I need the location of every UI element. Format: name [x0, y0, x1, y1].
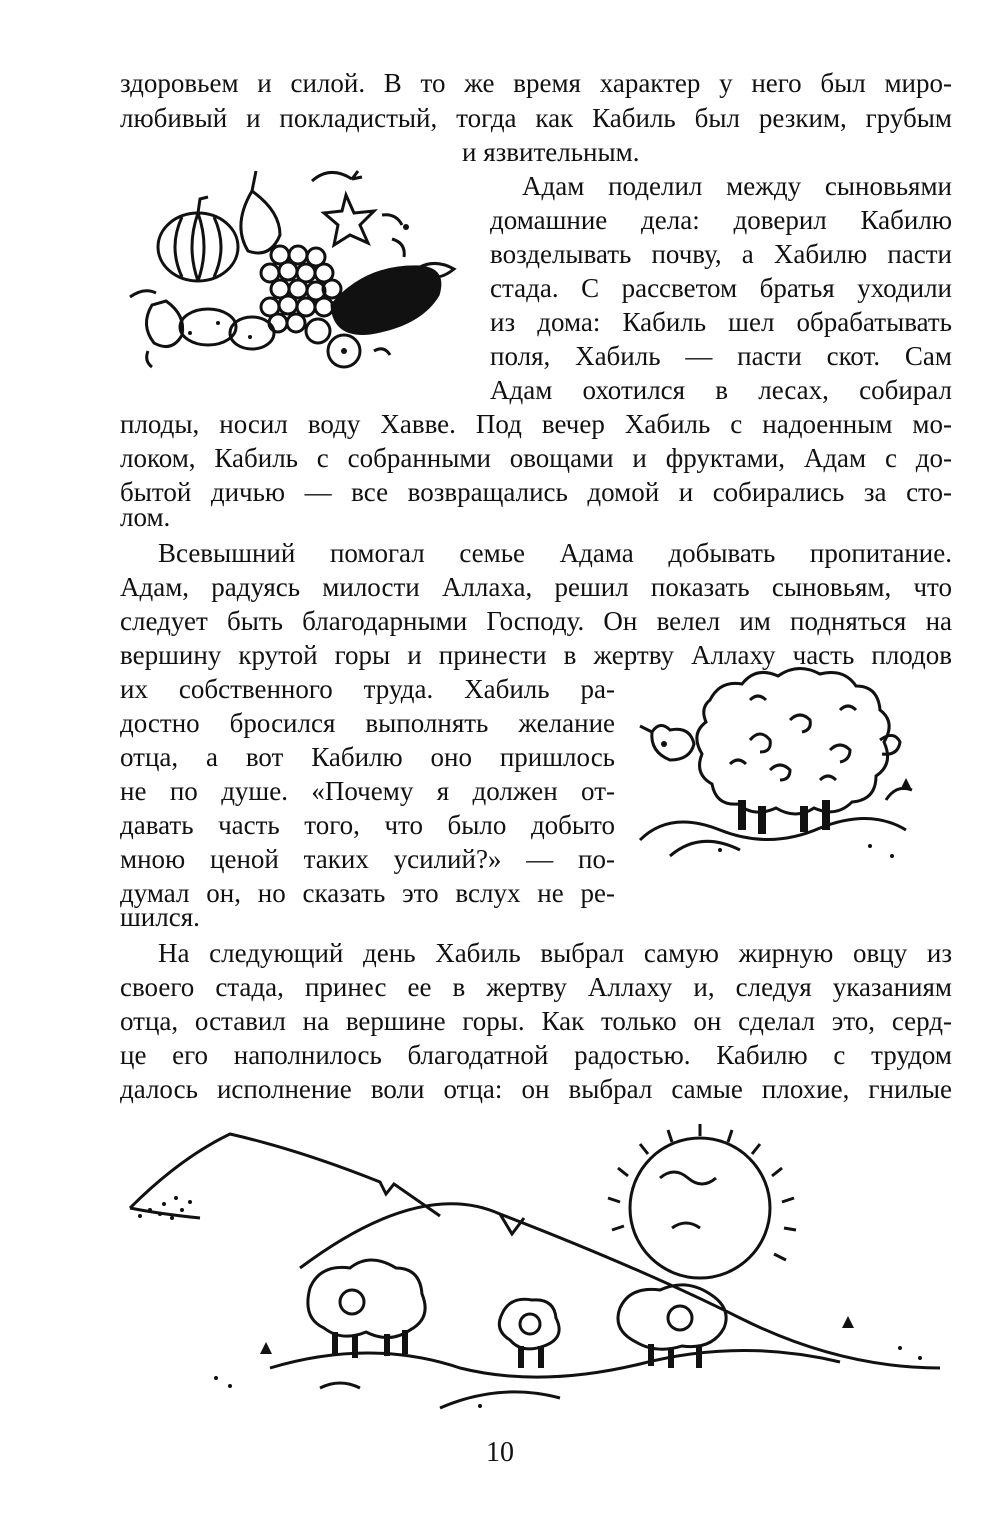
text-line: любивый и покладистый, тогда как Кабиль был резким, грубым — [120, 103, 952, 133]
text-line: возделывать почву, а Хабилю пасти — [490, 239, 952, 269]
text-line: Адам, радуясь милости Аллаха, решил показать сыновьям, что — [120, 572, 952, 602]
text-line: бытой дичью — все возвращались домой и собирались за сто- — [120, 477, 952, 507]
text-line: думал он, но сказать это вслух не ре- — [120, 878, 615, 908]
text-line: шился. — [120, 902, 200, 932]
page-number: 10 — [486, 1437, 514, 1468]
text-line: отца, оставил на вершине горы. Как только он сделал это, серд- — [120, 1006, 952, 1036]
text-line: достно бросился выполнять желание — [120, 708, 615, 738]
text-line: вершину крутой горы и принести в жертву Аллаху часть плодов — [120, 640, 952, 670]
text-line: своего стада, принес ее в жертву Аллаху и, следуя указаниям — [120, 972, 952, 1002]
sheep-illustration — [630, 660, 930, 870]
text-line: следует быть благодарными Господу. Он велел им подняться на — [120, 606, 952, 636]
text-line: стада. С рассветом братья уходили — [490, 273, 952, 303]
text-line: из дома: Кабиль шел обрабатывать — [490, 307, 952, 337]
text-line: мною ценой таких усилий?» — по- — [120, 844, 615, 874]
text-line: Адам охотился в лесах, собирал — [490, 375, 952, 405]
text-line: локом, Кабиль с собранными овощами и фруктами, Адам с до- — [120, 443, 952, 473]
text-line: плоды, носил воду Хавве. Под вечер Хабиль с надоенным мо- — [120, 409, 952, 439]
text-line: отца, а вот Кабилю оно пришлось — [120, 742, 615, 772]
text-line: далось исполнение воли отца: он выбрал самые плохие, гнилые — [120, 1074, 952, 1104]
text-line: лом. — [120, 502, 171, 532]
mountain-flock-illustration — [120, 1118, 960, 1418]
text-line: и язвительным. — [462, 137, 640, 167]
text-line: не по душе. «Почему я должен от- — [120, 776, 615, 806]
fruit-vegetable-illustration — [120, 155, 470, 380]
text-line: Всевышний помогал семье Адама добывать пропитание. — [158, 538, 952, 568]
text-line: здоровьем и силой. В то же время характер у него был миро- — [120, 68, 952, 98]
text-line: домашние дела: доверил Кабилю — [490, 205, 952, 235]
text-line: поля, Хабиль — пасти скот. Сам — [490, 341, 952, 371]
text-line: це его наполнилось благодатной радостью. Кабилю с трудом — [120, 1040, 952, 1070]
text-line: Адам поделил между сыновьями — [522, 171, 952, 201]
text-line: На следующий день Хабиль выбрал самую жирную овцу из — [158, 938, 952, 968]
text-line: их собственного труда. Хабиль ра- — [120, 674, 615, 704]
text-line: давать часть того, что было добыто — [120, 810, 615, 840]
